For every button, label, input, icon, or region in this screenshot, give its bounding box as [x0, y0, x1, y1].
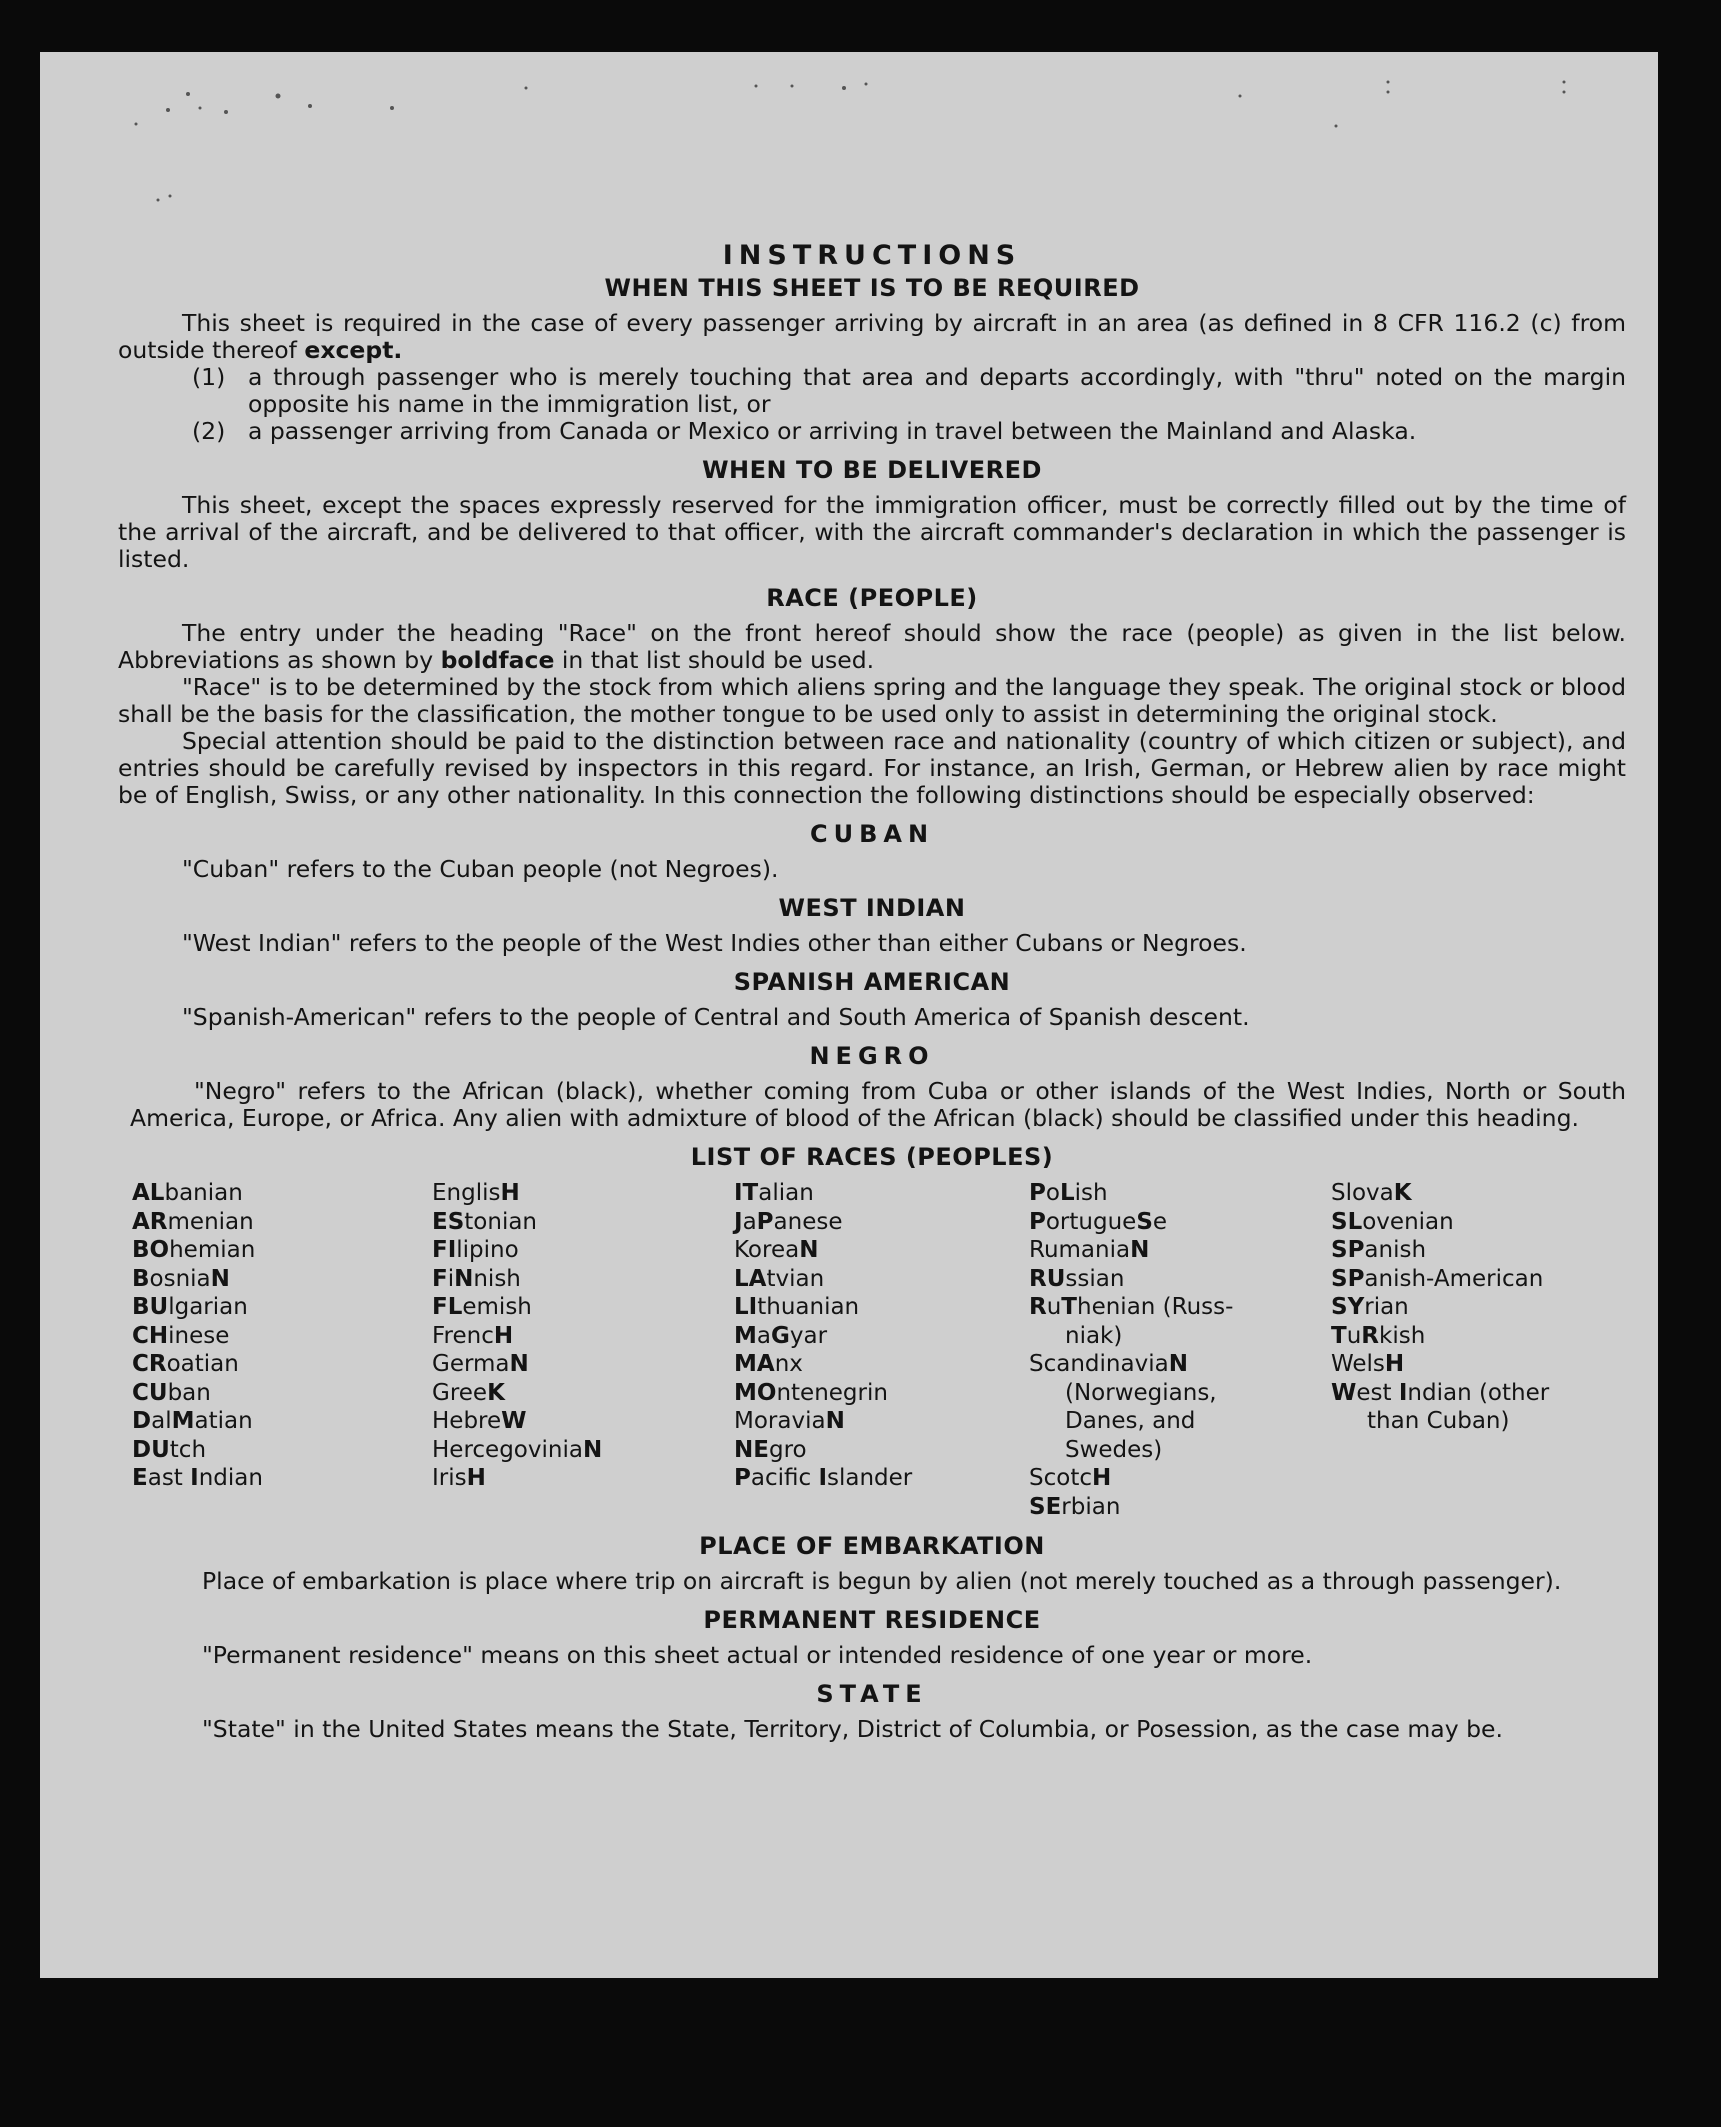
heading-permanent-residence: PERMANENT RESIDENCE	[703, 1606, 1041, 1634]
required-item-1: (1) a through passenger who is merely touching that area and departs accordingly, with "thru" noted on the margin opposite his name in the immigration list, or	[192, 363, 1626, 418]
race-entry: FiNnish	[432, 1265, 521, 1292]
race-entry: CUban	[132, 1379, 211, 1406]
race-entry: MOntenegrin	[734, 1379, 888, 1406]
races-column	[132, 1179, 432, 1521]
race-entry: BOhemian	[132, 1237, 256, 1263]
race-entry: West Indian (other	[1331, 1379, 1550, 1406]
race-entry: RUssian	[1029, 1265, 1125, 1292]
race-entry: CRoatian	[132, 1351, 239, 1377]
race-entry: niak)	[1065, 1322, 1123, 1349]
race-entry: SLovenian	[1331, 1208, 1454, 1235]
heading-state: STATE	[816, 1680, 928, 1708]
race-entry: KoreaN	[734, 1237, 819, 1263]
embarkation-text: Place of embarkation is place where trip on aircraft is begun by alien (not merely touched as a through passenger).	[202, 1567, 1562, 1595]
race-entry: SPanish-American	[1331, 1265, 1544, 1292]
race-entry: ALbanian	[132, 1180, 243, 1206]
cuban-text: "Cuban" refers to the Cuban people (not Negroes).	[182, 855, 779, 883]
race-entry: JaPanese	[734, 1208, 843, 1235]
race-entry: WelsH	[1331, 1351, 1405, 1377]
instructions-content	[118, 184, 1626, 1743]
race-entry: PoLish	[1029, 1180, 1108, 1206]
race-entry: ScotcH	[1029, 1465, 1112, 1491]
race-entry: CHinese	[132, 1322, 230, 1349]
race-entry: East Indian	[132, 1465, 263, 1491]
race-entry: DUtch	[132, 1436, 207, 1463]
race-entry: MoraviaN	[734, 1408, 845, 1434]
race-entry: EnglisH	[432, 1180, 520, 1206]
race-entry: FLemish	[432, 1294, 532, 1320]
race-entry: BUlgarian	[132, 1294, 248, 1320]
race-entry: FrencH	[432, 1322, 514, 1349]
race-entry: SlovaK	[1331, 1180, 1412, 1206]
race-entry: Pacific Islander	[734, 1465, 913, 1491]
race-entry: ScandinaviaN	[1029, 1351, 1188, 1377]
negro-text: "Negro" refers to the African (black), whether coming from Cuba or other islands of the West Indies, North or South America, Europe, or Africa. Any alien with admixture of blood of the African (black) should be classified under this heading.	[130, 1077, 1626, 1132]
race-entry: BosniaN	[132, 1265, 230, 1292]
race-entry: Swedes)	[1065, 1436, 1163, 1463]
heading-cuban: CUBAN	[809, 820, 935, 848]
race-paragraph-2: "Race" is to be determined by the stock from which aliens spring and the language they speak. The original stock or blood shall be the basis for the classification, the mother tongue to be used only to assist in determining the original stock.	[118, 673, 1626, 728]
race-entry: NEgro	[734, 1436, 807, 1463]
heading-west-indian: WEST INDIAN	[778, 894, 966, 922]
required-item-2: (2) a passenger arriving from Canada or Mexico or arriving in travel between the Mainland and Alaska.	[192, 417, 1417, 445]
race-entry: TuRkish	[1331, 1322, 1426, 1349]
residence-text: "Permanent residence" means on this sheet actual or intended residence of one year or more.	[202, 1641, 1313, 1669]
race-entry: Danes, and	[1065, 1408, 1196, 1434]
races-column	[1331, 1179, 1591, 1521]
heading-race: RACE (PEOPLE)	[766, 584, 978, 612]
race-entry: ITalian	[734, 1180, 814, 1206]
race-entry: MAnx	[734, 1351, 803, 1377]
heading-list-of-races: LIST OF RACES (PEOPLES)	[690, 1143, 1054, 1171]
races-column	[432, 1179, 734, 1521]
races-column	[734, 1179, 1029, 1521]
heading-when-required: WHEN THIS SHEET IS TO BE REQUIRED	[604, 274, 1140, 302]
races-column	[1029, 1179, 1331, 1521]
race-entry: LIthuanian	[734, 1294, 860, 1320]
race-entry: ARmenian	[132, 1208, 254, 1235]
heading-when-delivered: WHEN TO BE DELIVERED	[702, 456, 1042, 484]
race-paragraph-3: Special attention should be paid to the distinction between race and nationality (country of which citizen or subject), and entries should be carefully revised by inspectors in this regard. For instance, an Irish, German, or Hebrew alien by race might be of English, Swiss, or any other nationality. In this connection the following distinctions should be especially observed:	[118, 727, 1626, 809]
heading-spanish-american: SPANISH AMERICAN	[733, 968, 1011, 996]
race-entry: IrisH	[432, 1465, 486, 1491]
race-entry: (Norwegians,	[1065, 1379, 1217, 1406]
heading-negro: NEGRO	[809, 1042, 935, 1070]
race-entry: DalMatian	[132, 1408, 253, 1434]
delivered-text: This sheet, except the spaces expressly reserved for the immigration officer, must be correctly filled out by the time of the arrival of the aircraft, and be delivered to that officer, with the aircraft commander's declaration in which the passenger is listed.	[118, 491, 1626, 573]
race-entry: SYrian	[1331, 1294, 1409, 1320]
heading-embarkation: PLACE OF EMBARKATION	[699, 1532, 1045, 1560]
race-entry: HercegoviniaN	[432, 1436, 603, 1463]
page-title: INSTRUCTIONS	[722, 240, 1022, 271]
race-entry: GermaN	[432, 1351, 529, 1377]
race-entry: HebreW	[432, 1408, 527, 1434]
race-entry: SPanish	[1331, 1237, 1427, 1263]
race-entry: SErbian	[1029, 1493, 1121, 1520]
race-entry: GreeK	[432, 1379, 505, 1406]
state-text: "State" in the United States means the State, Territory, District of Columbia, or Posession, as the case may be.	[202, 1715, 1503, 1743]
document-sheet	[40, 52, 1658, 1978]
west-indian-text: "West Indian" refers to the people of the West Indies other than either Cubans or Negroes.	[182, 929, 1247, 957]
race-entry: EStonian	[432, 1208, 538, 1235]
race-entry: RuThenian (Russ-	[1029, 1294, 1234, 1320]
race-paragraph-1: The entry under the heading "Race" on the front hereof should show the race (people) as given in the list below. Abbreviations as shown by boldface in that list should be used.	[118, 619, 1626, 674]
spanish-american-text: "Spanish-American" refers to the people of Central and South America of Spanish descent.	[182, 1003, 1250, 1031]
race-entry: RumaniaN	[1029, 1237, 1150, 1263]
required-intro: This sheet is required in the case of every passenger arriving by aircraft in an area (as defined in 8 CFR 116.2 (c) from outside thereof except.	[118, 309, 1626, 364]
race-entry: than Cuban)	[1367, 1408, 1510, 1434]
race-entry: PortugueSe	[1029, 1208, 1168, 1235]
race-entry: LAtvian	[734, 1265, 825, 1292]
races-list	[132, 1179, 1626, 1521]
race-entry: FIlipino	[432, 1237, 519, 1263]
race-entry: MaGyar	[734, 1322, 828, 1349]
